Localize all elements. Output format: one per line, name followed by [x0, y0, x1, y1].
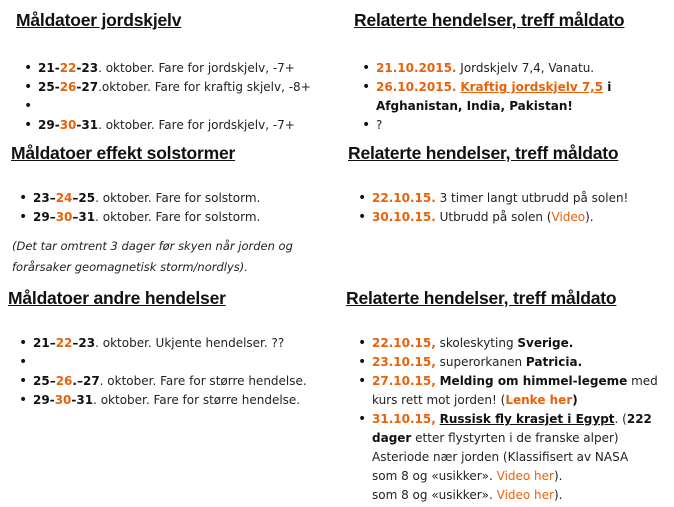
- link-video[interactable]: Video: [551, 210, 586, 224]
- list-andre-related: [358, 334, 658, 505]
- link-kraftig-jordskjelv[interactable]: Kraftig jordskjelv 7,5: [460, 80, 604, 94]
- list-jordskjelv-related: [362, 59, 611, 135]
- list-item: • 23–24–25. oktober. Fare for solstorm.: [19, 189, 260, 208]
- list-andre: [19, 334, 307, 410]
- list-item: • 27.10.15, Melding om himmel-legeme med kurs rett mot jorden! (Lenke her): [358, 372, 658, 410]
- list-item: • 29-30-31. oktober. Fare for større hendelse.: [19, 391, 307, 410]
- list-item: • 22.10.15. 3 timer langt utbrudd på solen!: [358, 189, 628, 208]
- list-solstorm-related: [358, 189, 628, 227]
- list-item: • 29–30–31. oktober. Fare for solstorm.: [19, 208, 260, 227]
- link-russisk-fly[interactable]: Russisk fly krasjet i Egypt: [439, 412, 615, 426]
- list-item: • 25–26.–27. oktober. Fare for større hendelse.: [19, 372, 307, 391]
- list-item: • 31.10.15, Russisk fly krasjet i Egypt. (222 dager etter flystyrten i de franske alper) Asteriode nær jorden (Klassifisert av NASA som 8 og «usikker». Video her). som 8 og «usikker». Video her).: [358, 410, 658, 505]
- list-solstorm: [19, 189, 260, 227]
- heading-solstorm-related: Relaterte hendelser, treff måldato: [348, 143, 619, 163]
- list-item: • 23.10.15, superorkanen Patricia.: [358, 353, 658, 372]
- link-video-her[interactable]: Video her: [496, 469, 554, 483]
- heading-andre: Måldatoer andre hendelser: [8, 288, 226, 308]
- heading-andre-related: Relaterte hendelser, treff måldato: [346, 288, 617, 308]
- heading-jordskjelv-related: Relaterte hendelser, treff måldato: [354, 10, 625, 30]
- list-item: • 21–22–23. oktober. Ukjente hendelser. ??: [19, 334, 307, 353]
- list-item-empty: [19, 353, 307, 372]
- link-lenke-her[interactable]: Lenke her: [505, 393, 573, 407]
- heading-solstorm: Måldatoer effekt solstormer: [11, 143, 236, 163]
- list-item: • 30.10.15. Utbrudd på solen (Video).: [358, 208, 628, 227]
- solstorm-note: (Det tar omtrent 3 dager før skyen når jorden og forårsaker geomagnetisk storm/nordlys).: [12, 239, 293, 274]
- list-item: • 25-26-27.oktober. Fare for kraftig skjelv, -8+: [24, 78, 311, 97]
- list-item: • ?: [362, 116, 611, 135]
- list-item: • 21.10.2015. Jordskjelv 7,4, Vanatu.: [362, 59, 611, 78]
- link-video-her-2[interactable]: Video her: [496, 488, 554, 502]
- heading-jordskjelv: Måldatoer jordskjelv: [16, 10, 182, 30]
- list-jordskjelv: [24, 59, 311, 135]
- list-item: • 21-22-23. oktober. Fare for jordskjelv, -7+: [24, 59, 311, 78]
- list-item: • 26.10.2015. Kraftig jordskjelv 7,5 i Afghanistan, India, Pakistan!: [362, 78, 611, 116]
- list-item: • 22.10.15, skoleskyting Sverige.: [358, 334, 658, 353]
- list-item-empty: [24, 97, 311, 116]
- list-item: • 29-30-31. oktober. Fare for jordskjelv, -7+: [24, 116, 311, 135]
